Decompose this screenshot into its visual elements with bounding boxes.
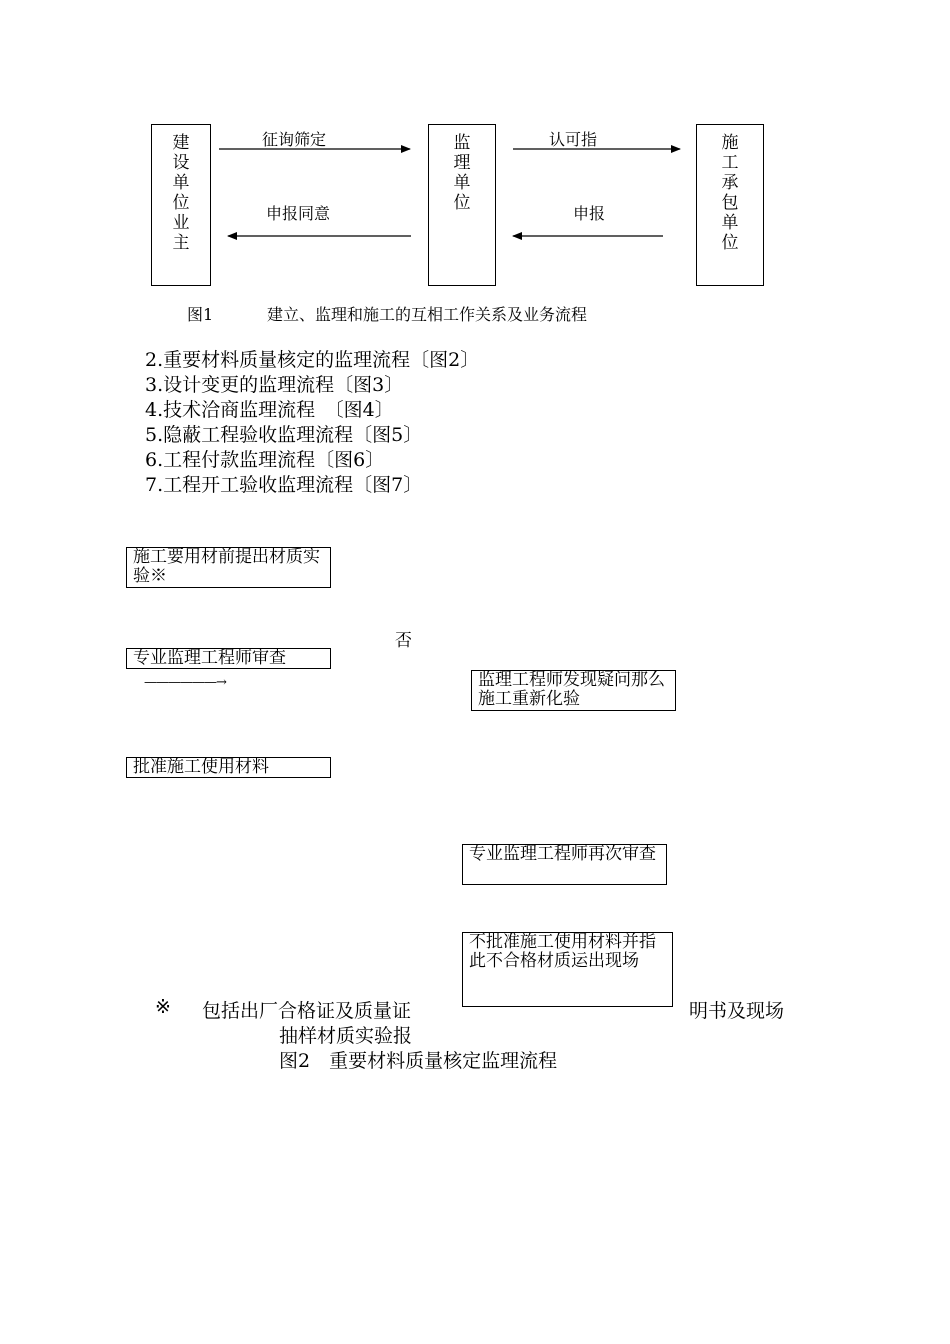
figure2-caption: 图2 重要材料质量核定监理流程 (279, 1050, 558, 1072)
reject-box: 不批准施工使用材料并指此不合格材质运出现场 (462, 932, 673, 1007)
process-list (145, 348, 479, 498)
figure1-caption-number: 图1 (187, 305, 214, 324)
list-item: 6.工程付款监理流程〔图6〕 (145, 449, 385, 471)
label-report: 申报 (573, 204, 606, 223)
label-report-agree: 申报同意 (266, 204, 331, 223)
note-part2: 明书及现场 (689, 1000, 785, 1022)
contractor-char: 单 (721, 213, 739, 233)
dashed-arrow: ——————→ (144, 675, 226, 690)
owner-char: 单 (172, 173, 190, 193)
owner-char: 业 (172, 213, 190, 233)
contractor-char: 包 (721, 193, 739, 213)
contractor-char: 施 (721, 133, 739, 153)
submit-test-box: 施工要用材前提出材质实验※ (126, 547, 331, 588)
approve-box: 批准施工使用材料 (126, 757, 331, 778)
list-item: 2.重要材料质量核定的监理流程〔图2〕 (145, 349, 480, 371)
contractor-char: 位 (721, 233, 739, 253)
supervisor-char: 位 (453, 193, 471, 213)
owner-char: 主 (172, 233, 190, 253)
owner-char: 设 (172, 153, 190, 173)
note-mark: ※ (155, 996, 171, 1018)
list-item: 5.隐蔽工程验收监理流程〔图5〕 (145, 424, 423, 446)
doubt-box: 监理工程师发现疑问那么施工重新化验 (471, 670, 676, 711)
supervisor-char: 监 (453, 133, 471, 153)
figure1-caption-text: 建立、监理和施工的互相工作关系及业务流程 (267, 305, 588, 324)
note-part1: 包括出厂合格证及质量证 (202, 1000, 412, 1022)
owner-char: 位 (172, 193, 190, 213)
contractor-char: 工 (721, 153, 739, 173)
label-no: 否 (395, 631, 412, 651)
supervisor-char: 理 (453, 153, 471, 173)
rereview-box: 专业监理工程师再次审查 (462, 844, 667, 885)
owner-char: 建 (172, 133, 190, 153)
contractor-char: 承 (721, 173, 739, 193)
figure1-arrows (0, 0, 950, 320)
list-item: 4.技术洽商监理流程 〔图4〕 (145, 399, 394, 421)
list-item: 3.设计变更的监理流程〔图3〕 (145, 374, 404, 396)
label-inquiry: 征询筛定 (262, 130, 327, 149)
list-item: 7.工程开工验收监理流程〔图7〕 (145, 474, 423, 496)
supervisor-char: 单 (453, 173, 471, 193)
label-approval: 认可指 (549, 130, 598, 149)
note-line2: 抽样材质实验报 (279, 1025, 413, 1047)
review-box: 专业监理工程师审查 (126, 648, 331, 669)
